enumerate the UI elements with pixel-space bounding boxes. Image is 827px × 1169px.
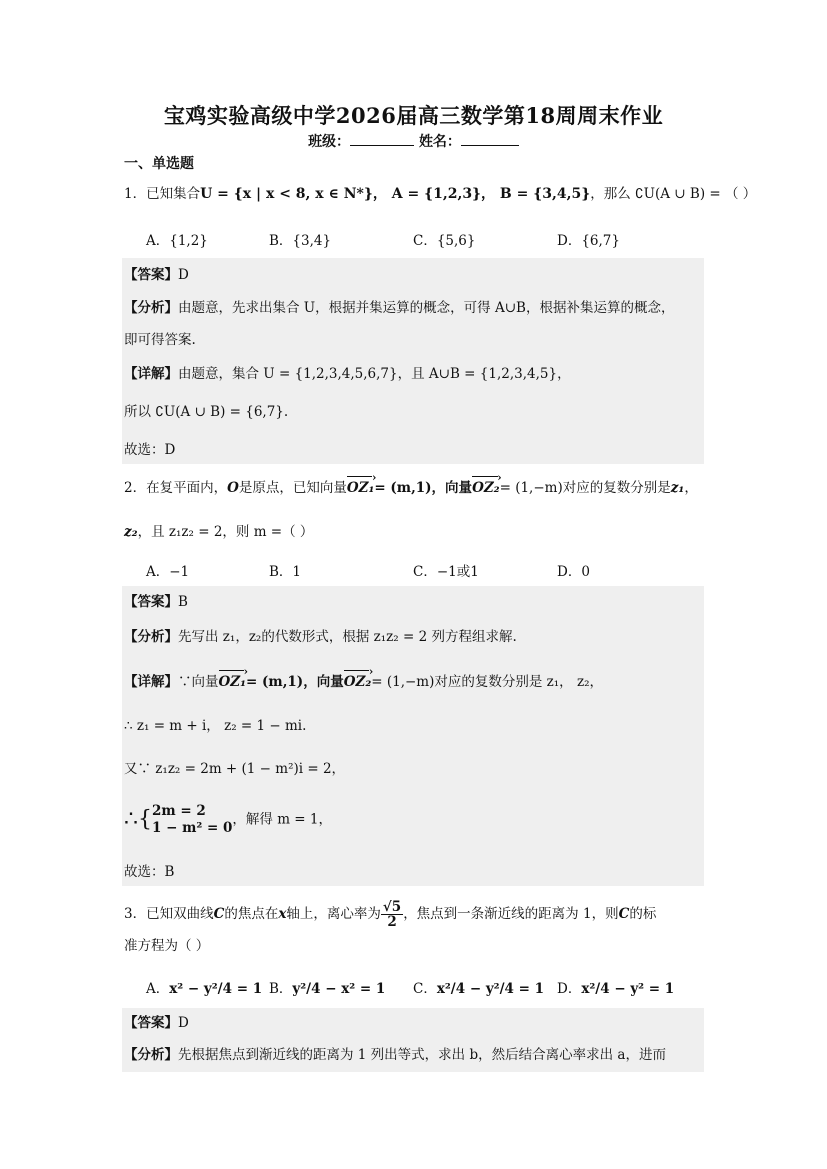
vector-oz1: OZ₁ ›	[347, 478, 375, 498]
question-1-stem	[124, 184, 756, 204]
class-name-line	[0, 131, 827, 151]
question-3-line-1: 3．已知双曲线C的焦点在x轴上，离心率为 $\frac{√5}{2}$ ，焦点到一条渐近线的距离为 1，则C的标	[124, 899, 657, 930]
vector-oz2: OZ₂ ›	[472, 478, 500, 498]
q3-option-c: C．x²/4 − y²/4 = 1	[413, 981, 545, 997]
q1-detail-1: 【详解】由题意，集合 U = {1,2,3,4,5,6,7}，且 A∪B = {1,2,3,4,5}，	[124, 366, 571, 382]
name-blank	[461, 131, 519, 146]
q2-analysis: 【分析】先写出 z₁，z₂的代数形式，根据 z₁z₂ = 2 列方程组求解.	[124, 629, 517, 645]
q1-tail: ，那么 ∁U(A ∪ B) = （ ）	[590, 186, 757, 202]
q1-option-d: D．{6,7}	[557, 233, 620, 249]
q2-option-c: C．−1或1	[413, 564, 479, 580]
q1-expr: U = {x | x < 8, x ∈ N*}， A = {1,2,3}， B = {3,4,5}	[200, 186, 591, 202]
q3-option-b: B．y²/4 − x² = 1	[269, 981, 386, 997]
q2-choice: 故选：B	[124, 864, 175, 880]
q3-option-d: D．x²/4 − y² = 1	[557, 981, 675, 997]
q3-analysis: 【分析】先根据焦点到渐近线的距离为 1 列出等式，求出 b，然后结合离心率求出 a，进而	[124, 1047, 666, 1063]
q2-option-b: B．1	[269, 564, 302, 580]
name-label: 姓名：	[418, 134, 461, 150]
q2-detail-4: ∴{ 2m = 2 1 − m² = 0 ，解得 m = 1，	[124, 803, 332, 836]
q3-option-a: A．x² − y²/4 = 1	[146, 981, 263, 997]
question-3-line-2: 准方程为（ ）	[124, 938, 210, 954]
class-blank	[350, 131, 414, 146]
q1-option-c: C．{5,6}	[413, 233, 476, 249]
q2-detail-3: 又∵ z₁z₂ = 2m + (1 − m²)i = 2，	[124, 761, 346, 777]
q1-option-a: A．{1,2}	[146, 233, 208, 249]
page-title: 宝鸡实验高级中学2026届高三数学第18周周末作业	[163, 103, 664, 128]
section-heading: 一、单选题	[124, 156, 194, 172]
q1-analysis-2: 即可得答案.	[124, 332, 196, 348]
q2-option-a: A．−1	[146, 564, 190, 580]
q2-answer: 【答案】B	[124, 594, 188, 610]
question-2-line-2: z₂，且 z₁z₂ = 2，则 m =（ ）	[124, 524, 314, 540]
q2-detail-2: ∴ z₁ = m + i， z₂ = 1 − mi.	[124, 718, 307, 734]
q1-choice: 故选：D	[124, 442, 176, 458]
q2-option-d: D．0	[557, 564, 590, 580]
class-label: 班级：	[308, 134, 351, 150]
q2-detail-1: 【详解】∵向量OZ₁ ›= (m,1)，向量OZ₂ ›= (1,−m)对应的复数分别是 z₁， z₂，	[124, 672, 603, 692]
q1-detail-2: 所以 ∁U(A ∪ B) = {6,7}.	[124, 404, 289, 420]
q1-solution-panel	[122, 258, 704, 464]
question-2-line-1: 2．在复平面内，O是原点，已知向量OZ₁ ›= (m,1)，向量OZ₂ ›= (1,−m)对应的复数分别是z₁，	[124, 478, 698, 498]
q1-option-b: B．{3,4}	[269, 233, 332, 249]
q1-analysis-1: 【分析】由题意，先求出集合 U，根据并集运算的概念，可得 A∪B，根据补集运算的概念，	[124, 300, 675, 316]
q3-answer: 【答案】D	[124, 1015, 189, 1031]
q1-prefix: 1．已知集合	[124, 186, 201, 202]
q1-answer: 【答案】D	[124, 267, 189, 283]
eccentricity-fraction: $\frac{√5}{2}$	[382, 899, 402, 930]
